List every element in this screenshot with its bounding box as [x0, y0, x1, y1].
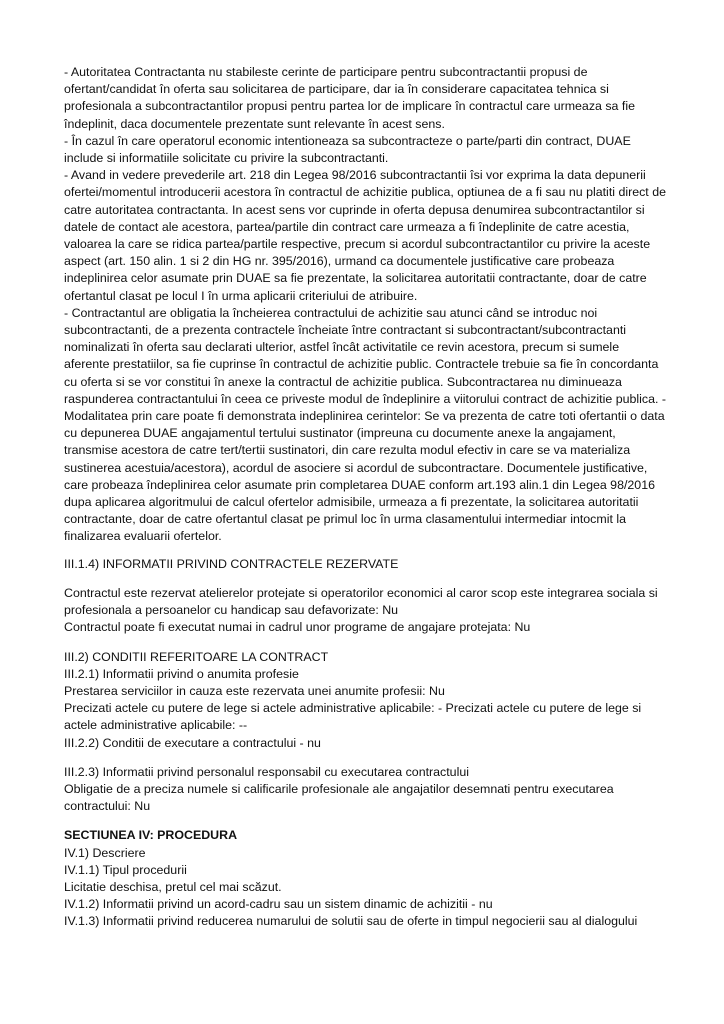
- paragraph-duae-subcontractors: - În cazul în care operatorul economic intentioneaza sa subcontracteze o parte/parti din contract, DUAE include si informatiile solicitate cu privire la subcontractanti.: [64, 133, 631, 166]
- section-title-contract-conditions: III.2) CONDITII REFERITOARE LA CONTRACT: [64, 649, 329, 664]
- procedure-description-line: IV.1) Descriere: [64, 845, 146, 860]
- framework-agreement-line: IV.1.2) Informatii privind un acord-cadru sau un sistem dinamic de achizitii - nu: [64, 897, 493, 912]
- section-title-personnel: III.2.3) Informatii privind personalul responsabil cu executarea contractului: [64, 764, 469, 779]
- procedure-value-line: Licitatie deschisa, pretul cel mai scăzut.: [64, 879, 282, 894]
- section-title-reserved-contracts: III.1.4) INFORMATII PRIVIND CONTRACTELE REZERVATE: [64, 556, 399, 571]
- document-page: [64, 64, 666, 931]
- legal-acts-line: Precizati actele cu putere de lege si actele administrative aplicabile: - Precizati actele cu putere de lege si actele administrative aplicabile: --: [64, 701, 642, 733]
- section-title-profession-info: III.2.1) Informatii privind o anumita profesie: [64, 666, 299, 681]
- reduction-solutions-line: IV.1.3) Informatii privind reducerea numarului de solutii sau de oferte in timpul negocierii sau al dialogului: [64, 914, 638, 929]
- protected-employment-line: Contractul poate fi executat numai in cadrul unor programe de angajare protejata: Nu: [64, 620, 531, 635]
- paragraph-contractor-obligation: - Contractantul are obligatia la încheierea contractului de achizitie sau atunci când se introduc noi subcontractanti, de a prezenta contractele încheiate între contractant si subcontractant/subcontractanti nominalizati în oferta sau declarati ulterior, astfel încât activitatile ce revin acestora, precum si sumele aferente prestatiilor, sa fie cuprinse în contractul de achizitie public. Contractele trebuie sa fie în concordanta cu oferta si se vor constitui în anexe la contractul de achizitie publica. Subcontractarea nu diminueaza raspunderea contractantului în ceea ce priveste modul de îndeplinire a viitorului contract de achizitie publica. - Modalitatea prin care poate fi demonstrata indeplinirea cerintelor: Se va prezenta de catre toti ofertantii o data cu depunerea DUAE angajamentul tertului sustinator (impreuna cu documente anexe la angajament, transmise acestora de catre tert/tertii sustinatori, din care rezulta modul efectiv in care se va materializa sustinerea acestuia/acestora), acordul de asociere si acordul de subcontractare. Documentele justificative, care probeaza îndeplinirea celor asumate prin completarea DUAE conform art.193 alin.1 din Legea 98/2016 dupa aplicarea algoritmului de calcul ofertelor admisibile, urmeaza a fi prezentate, la solicitarea autoritatii contractante, doar de catre ofertantul clasat pe primul loc în urma clasamentului intermediar intocmit la finalizarea evaluarii ofertelor.: [64, 305, 666, 544]
- profession-reserved-line: Prestarea serviciilor in cauza este rezervata unei anumite profesii: Nu: [64, 683, 445, 698]
- paragraph-subcontractor-requirements: - Autoritatea Contractanta nu stabileste cerinte de participare pentru subcontractantii propusi de ofertant/candidat în oferta sau solicitarea de participare, dar ia în considerare capacitatea tehnica si profesionala a subcontractantilor propusi pentru partea lor de implicare în contractul care urmeaza sa fie îndeplinit, daca documentele prezentate sunt relevante în acest sens.: [64, 65, 635, 131]
- section-heading-procedure: SECTIUNEA IV: PROCEDURA: [64, 828, 238, 843]
- reserved-contract-line: Contractul este rezervat atelierelor protejate si operatorilor economici al caror scop este integrarea sociala si profesionala a persoanelor cu handicap sau defavorizate: Nu: [64, 585, 658, 618]
- execution-conditions-line: III.2.2) Conditii de executare a contractului - nu: [64, 735, 321, 750]
- personnel-obligation-line: Obligatie de a preciza numele si calificarile profesionale ale angajatilor desemnati pentru executarea contractului: Nu: [64, 781, 614, 814]
- paragraph-art-218: - Avand in vedere prevederile art. 218 din Legea 98/2016 subcontractantii îsi vor exprima la data depunerii ofertei/momentul introducerii acestora în contractul de achizitie publica, optiunea de a fi sau nu platiti direct de catre autoritatea contractanta. In acest sens vor cuprinde in oferta depusa denumirea subcontractantilor si datele de contact ale acestora, partea/partile din contract care urmeaza a fi îndeplinite de catre acestia, valoarea la care se ridica partea/partile respective, precum si acordul subcontractantilor cu privire la aceste aspect (art. 150 alin. 1 si 2 din HG nr. 395/2016), urmand ca documentele justificative care probeaza indeplinirea celor asumate prin DUAE sa fie prezentate, la solicitarea autoritatii contractante, doar de catre ofertantul clasat pe locul I în urma aplicarii criteriului de atribuire.: [64, 168, 666, 303]
- procedure-type-line: IV.1.1) Tipul procedurii: [64, 862, 187, 877]
